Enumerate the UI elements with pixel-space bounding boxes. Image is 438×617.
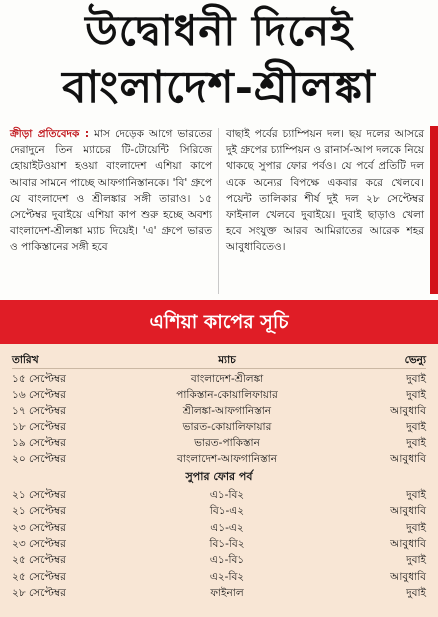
match-teams: ফাইনাল <box>210 586 244 599</box>
match-venue: দুবাই <box>406 554 426 567</box>
match-teams: বাংলাদেশ-আফগানিস্তান <box>177 453 277 465</box>
match-teams: এ১-বি২ <box>209 489 245 501</box>
match-date: ১৮ সেপ্টেম্বর <box>12 421 66 433</box>
match-teams: এ১-বি১ <box>209 554 245 567</box>
article-left-column <box>10 126 212 256</box>
schedule-row <box>12 536 426 552</box>
schedule-header-row <box>12 352 426 368</box>
match-date: ২৫ সেপ্টেম্বর <box>12 570 66 583</box>
schedule-row <box>12 435 426 451</box>
match-date: ১৫ সেপ্টেম্বর <box>12 373 66 385</box>
match-teams: বি১-এ২ <box>209 505 245 518</box>
match-date: ২০ সেপ্টেম্বর <box>12 453 66 465</box>
match-venue: দুবাই <box>406 421 426 433</box>
match-teams: শ্রীলঙ্কা-আফগানিস্তান <box>182 405 272 417</box>
match-venue: আবুধাবি <box>390 505 426 518</box>
match-teams: ভারত-কোয়ালিফায়ার <box>182 421 272 433</box>
schedule-row <box>12 569 426 585</box>
match-venue: দুবাই <box>406 489 426 501</box>
match-teams: বাংলাদেশ-শ্রীলঙ্কা <box>190 373 264 385</box>
match-date: ২১ সেপ্টেম্বর <box>12 489 66 501</box>
headline-line-2: বাংলাদেশ-শ্রীলঙ্কা <box>62 62 376 113</box>
match-teams: এ২-বি২ <box>209 570 245 583</box>
match-teams: ভারত-পাকিস্তান <box>194 437 260 449</box>
match-date: ১৭ সেপ্টেম্বর <box>12 405 66 417</box>
match-venue: আবুধাবি <box>390 537 426 550</box>
match-venue: দুবাই <box>406 389 426 401</box>
schedule-row <box>12 552 426 568</box>
match-teams: এ১-এ২ <box>210 521 244 534</box>
article-right-text: বাছাই পর্বের চ্যাম্পিয়ন দল। ছয় দলের আসরে দুই গ্রুপের চ্যাম্পিয়ন ও রানার্স-আপ দলকে নিয়ে থাকছে সুপার ফোর পর্বও। যে পর্বে প্রতিটি দল একে অন্যের বিপক্ষে একবার করে খেলবে। পয়েন্ট তালিকার শীর্ষ দুই দল ২৮ সেপ্টেম্বর ফাইনাল খেলবে দুবাইয়ে। দুবাই ছাড়াও খেলা হবে সংযুক্ত আরব আমিরাতের আরেক শহর আবুধাবিতেও। <box>226 128 424 254</box>
schedule-row <box>12 451 426 467</box>
match-date: ২৫ সেপ্টেম্বর <box>12 554 66 567</box>
red-accent-bar <box>430 126 438 294</box>
match-venue: দুবাই <box>406 586 426 599</box>
match-date: ২৩ সেপ্টেম্বর <box>12 521 66 534</box>
schedule-row <box>12 520 426 536</box>
match-venue: দুবাই <box>406 521 426 534</box>
match-teams: পাকিস্তান-কোয়ালিফায়ার <box>176 389 278 401</box>
column-divider <box>218 128 219 294</box>
schedule-row <box>12 387 426 403</box>
match-venue: দুবাই <box>406 373 426 385</box>
match-date: ২৩ সেপ্টেম্বর <box>12 537 66 550</box>
header-date: তারিখ <box>12 354 39 366</box>
match-venue: আবুধাবি <box>390 453 426 465</box>
match-venue: আবুধাবি <box>390 570 426 583</box>
match-date: ১৬ সেপ্টেম্বর <box>12 389 66 401</box>
schedule-table <box>0 344 438 617</box>
match-venue: দুবাই <box>406 437 426 449</box>
header-divider <box>12 368 426 369</box>
article-right-column <box>226 126 424 256</box>
schedule-row <box>12 503 426 519</box>
schedule-row <box>12 403 426 419</box>
header-match: ম্যাচ <box>218 354 236 366</box>
byline: ক্রীড়া প্রতিবেদক : <box>10 128 90 140</box>
match-teams: বি১-বি২ <box>209 537 245 550</box>
match-date: ২১ সেপ্টেম্বর <box>12 505 66 518</box>
schedule-row <box>12 419 426 435</box>
article-left-text: মাস দেড়েক আগে ভারতের দেরাদুনে তিন ম্যাচের টি-টোয়েন্টি সিরিজে হোয়াইটওয়াশ হওয়া বাংলাদেশ এশিয়া কাপে আবার সামনে পাচ্ছে আফগানিস্তানকে। 'বি' গ্রুপে যে বাংলাদেশ ও শ্রীলঙ্কার সঙ্গী তারাও। ১৫ সেপ্টেম্বর দুবাইয়ে এশিয়া কাপ শুরু হচ্ছে অবশ্য বাংলাদেশ-শ্রীলঙ্কা ম্যাচ দিয়েই। 'এ' গ্রুপে ভারত ও পাকিস্তানের সঙ্গী হবে <box>10 128 213 254</box>
schedule-row <box>12 487 426 503</box>
match-date: ১৯ সেপ্টেম্বর <box>12 437 66 449</box>
headline-line-1: উদ্বোধনী দিনেই <box>85 6 353 55</box>
header-venue: ভেন্যু <box>404 354 426 366</box>
super-four-title: সুপার ফোর পর্ব <box>185 470 253 483</box>
schedule-row <box>12 585 426 601</box>
match-venue: আবুধাবি <box>390 405 426 417</box>
match-date: ২৮ সেপ্টেম্বর <box>12 586 66 599</box>
schedule-row <box>12 371 426 387</box>
schedule-title: এশিয়া কাপের সূচি <box>0 300 438 344</box>
